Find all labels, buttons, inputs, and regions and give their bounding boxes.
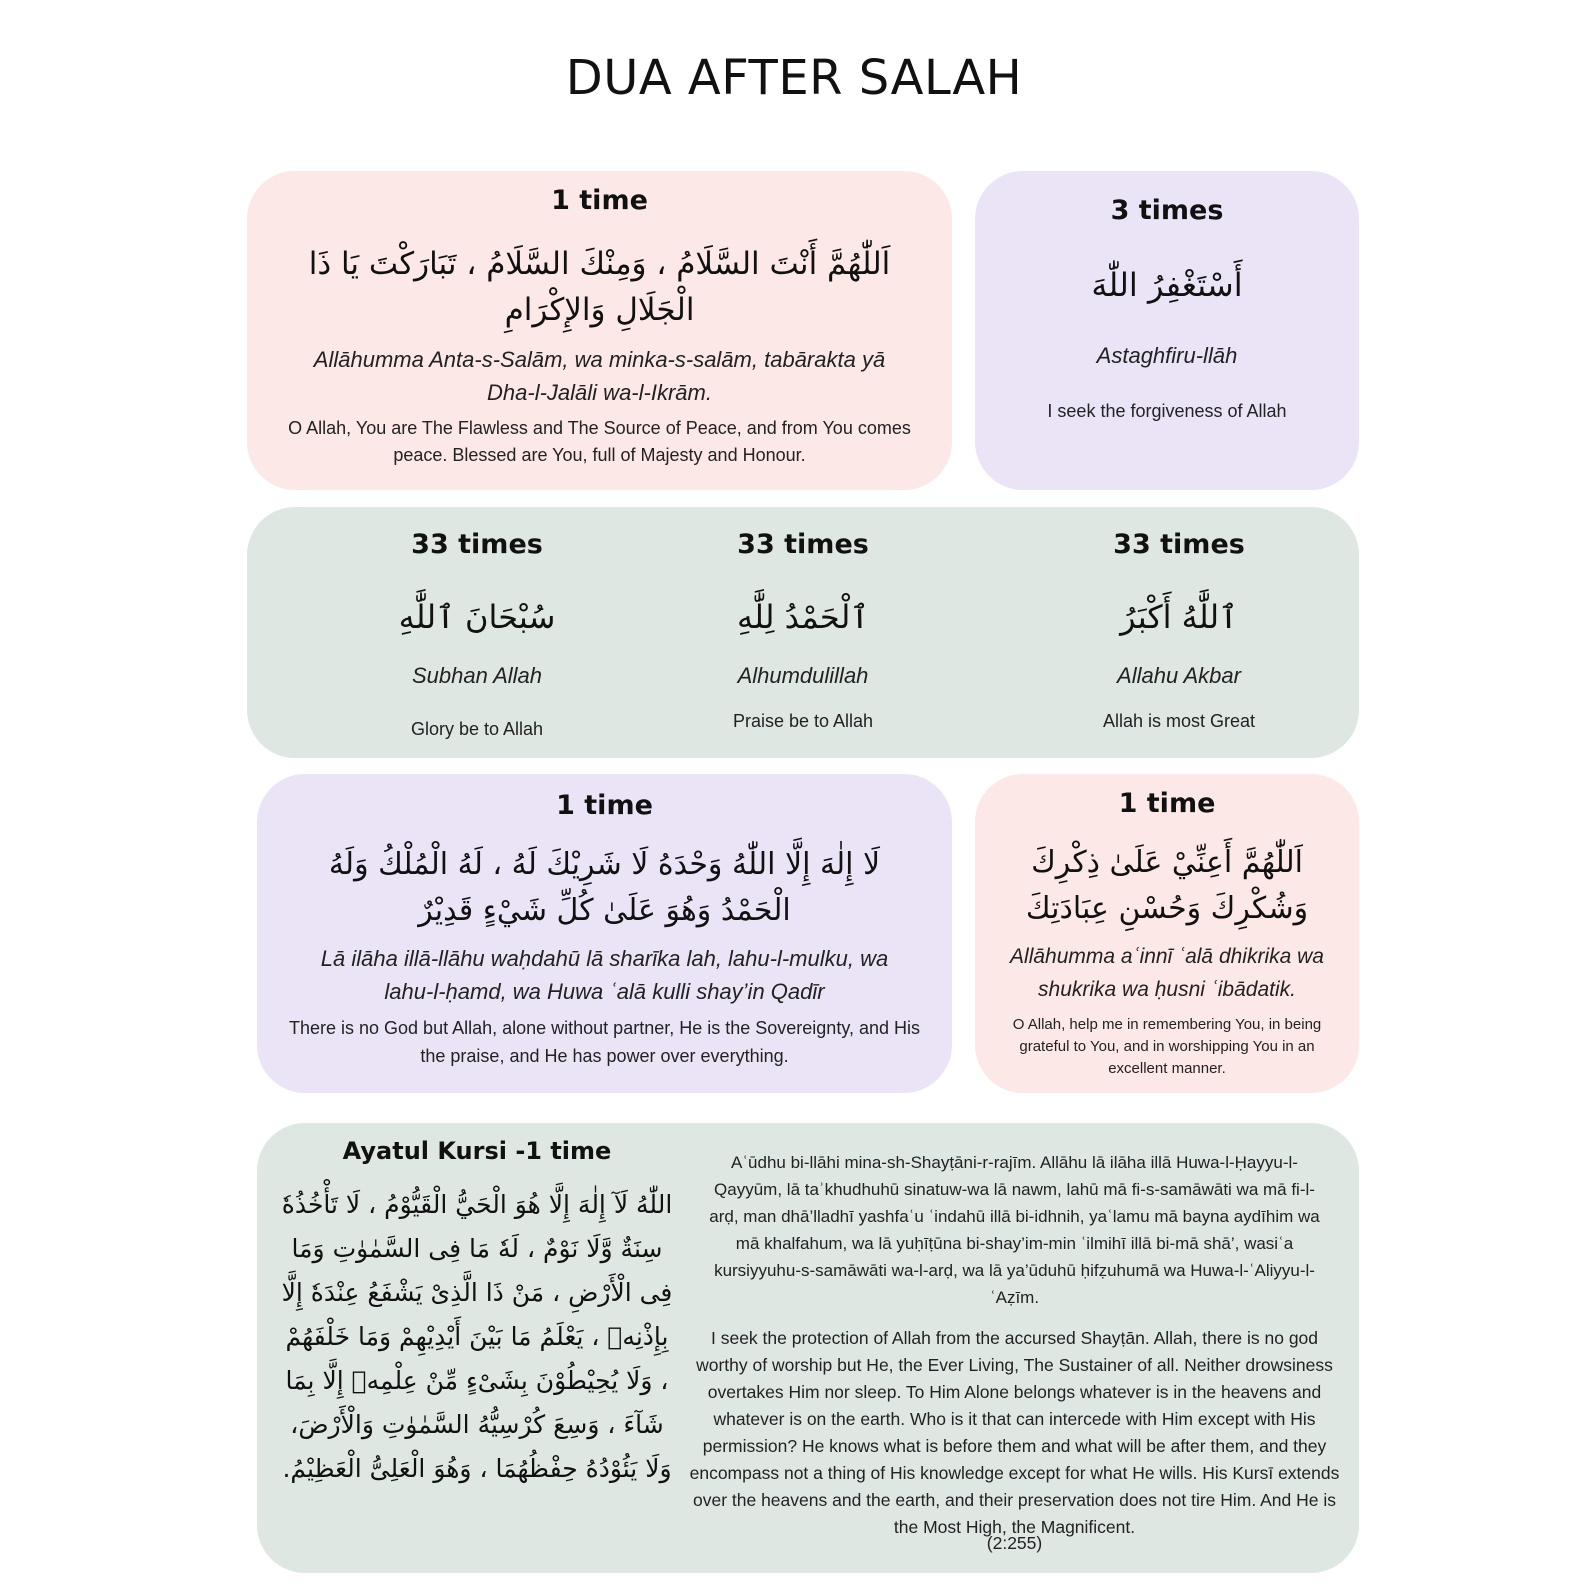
arabic-text: اللّٰهُ لَآ إِلٰهَ إِلَّا هُوَ الْحَيُّ الْقَيُّوْمُ ، لَا تَأْخُذُهٗ سِنَةٌ وَّلَا نَوْمٌ ، لَهٗ مَا فِى السَّمٰوٰتِ وَمَا فِى الْأَرْضِ ، مَنْ ذَا الَّذِىْ يَشْفَعُ عِنْدَهٗ إِلَّا بِإِذْنِهٖ ، يَعْلَمُ مَا بَيْنَ أَيْدِيْهِمْ وَمَا خَلْفَهُمْ ، وَلَا يُحِيْطُوْنَ بِشَىْءٍ مِّنْ عِلْمِهٖ إِلَّا بِمَا شَآءَ ، وَسِعَ كُرْسِيُّهُ السَّمٰوٰتِ وَالْأَرْضَ، وَلَا يَئُوْدُهُ حِفْظُهُمَا ، وَهُوَ الْعَلِىُّ الْعَظِيْمُ. — [281, 1190, 673, 1483]
arabic-text: اَللّٰهُمَّ أَنْتَ السَّلَامُ ، وَمِنْكَ السَّلَامُ ، تَبَارَكْتَ يَا ذَا الْجَلَالِ وَالإِكْرَامِ — [308, 246, 891, 328]
translation: Glory be to Allah — [410, 719, 544, 739]
tasbih-item — [633, 507, 973, 758]
repeat-count: 33 times — [1113, 529, 1245, 560]
transliteration: Alhumdulillah — [737, 663, 869, 688]
translation: Praise be to Allah — [732, 711, 874, 731]
dua-card-salam — [247, 171, 952, 490]
transliteration: Allāhumma aʿinnī ʿalā dhikrika wa shukrika wa ḥusni ʿibādatik. — [1010, 945, 1324, 1001]
arabic-text: ٱللَّٰهُ أَكْبَرُ — [1120, 598, 1238, 636]
ayatul-kursi-card — [257, 1123, 1359, 1573]
arabic-text: اَللّٰهُمَّ أَعِنِّيْ عَلَىٰ ذِكْرِكَ وَشُكْرِكَ وَحُسْنِ عِبَادَتِكَ — [1025, 845, 1309, 926]
repeat-count: 33 times — [411, 529, 543, 560]
arabic-text: ٱلْحَمْدُ لِلَّٰهِ — [736, 598, 870, 636]
translation: O Allah, help me in remembering You, in being grateful to You, and in worshipping You in an excellent manner. — [1012, 1016, 1322, 1077]
repeat-count: 33 times — [737, 529, 869, 560]
ayatul-kursi-arabic-column — [277, 1123, 677, 1573]
repeat-count: 1 time — [551, 185, 648, 216]
tasbih-item — [1009, 507, 1349, 758]
tasbih-card — [247, 507, 1359, 758]
translation: O Allah, You are The Flawless and The Source of Peace, and from You comes peace. Blessed are You, full of Majesty and Honour. — [288, 418, 911, 465]
transliteration: Allāhumma Anta-s-Salām, wa minka-s-salām, tabārakta yā Dha-l-Jalāli wa-l-Ikrām. — [313, 347, 886, 405]
transliteration: Astaghfiru-llāh — [1096, 343, 1238, 368]
repeat-count: 3 times — [1110, 195, 1224, 226]
tasbih-item — [307, 507, 647, 758]
arabic-text: لَا إِلٰهَ إِلَّا اللّٰهُ وَحْدَهُ لَا شَرِيْكَ لَهُ ، لَهُ الْمُلْكُ وَلَهُ الْحَمْدُ وَهُوَ عَلَىٰ كُلِّ شَيْءٍ قَدِيْرٌ — [328, 847, 881, 928]
ayatul-kursi-text-column — [682, 1123, 1347, 1573]
translation: I seek the protection of Allah from the accursed Shayṭān. Allah, there is no god worthy of worship but He, the Ever Living, The Sustainer of all. Neither drowsiness overtakes Him nor sleep. To Him Alone belongs whatever is in the heavens and whatever is on the earth. Who is it that can intercede with Him except with His permission? He knows what is before them and what will be after them, and they encompass not a thing of His knowledge except for what He wills. His Kursī extends over the heavens and the earth, and their preservation does not tire Him. And He is the Most High, the Magnificent. — [689, 1328, 1340, 1537]
dua-card-dhikr-shukr — [975, 774, 1359, 1093]
transliteration: Aʿūdhu bi-llāhi mina-sh-Shayṭāni-r-rajīm. Allāhu lā ilāha illā Huwa-l-Ḥayyu-l-Qayyūm, lā taʾkhudhuhū sinatuw-wa lā nawm, lahū mā fi-s-samāwāti wa mā fi-l-arḍ, man dhā’lladhī yashfaʿu ʿindahū illā bi-idhnih, yaʿlamu mā bayna aydīhim wa mā khalfahum, wa lā yuḥīṭūna bi-shay’im-min ʿilmihī illā bi-mā shā’, wasiʿa kursiyyuhu-s-samāwāti wa-l-arḍ, wa lā ya’ūduhū ḥifẓuhumā wa Huwa-l-ʿAliyyu-l-ʿAẓīm. — [709, 1153, 1320, 1307]
translation: Allah is most Great — [1102, 711, 1256, 731]
transliteration: Subhan Allah — [411, 663, 543, 688]
dua-card-tahlil — [257, 774, 952, 1093]
repeat-count: 1 time — [1118, 788, 1216, 819]
arabic-text: سُبْحَانَ ٱللَّٰهِ — [398, 598, 556, 636]
page-title: DUA AFTER SALAH — [565, 50, 1023, 106]
translation: I seek the forgiveness of Allah — [1047, 401, 1287, 421]
translation: There is no God but Allah, alone without partner, He is the Sovereignty, and His the praise, and He has power over everything. — [288, 1018, 921, 1066]
dua-card-istighfar — [975, 171, 1359, 490]
verse-reference: (2:255) — [986, 1533, 1043, 1553]
repeat-count: 1 time — [556, 790, 653, 821]
transliteration: Allahu Akbar — [1117, 663, 1241, 688]
transliteration: Lā ilāha illā-llāhu waḥdahū lā sharīka lah, lahu-l-mulku, wa lahu-l-ḥamd, wa Huwa ʿalā kulli shay’in Qadīr — [320, 946, 889, 1004]
arabic-text: أَسْتَغْفِرُ اللّٰهَ — [1091, 266, 1243, 304]
repeat-count: Ayatul Kursi -1 time — [342, 1137, 612, 1165]
